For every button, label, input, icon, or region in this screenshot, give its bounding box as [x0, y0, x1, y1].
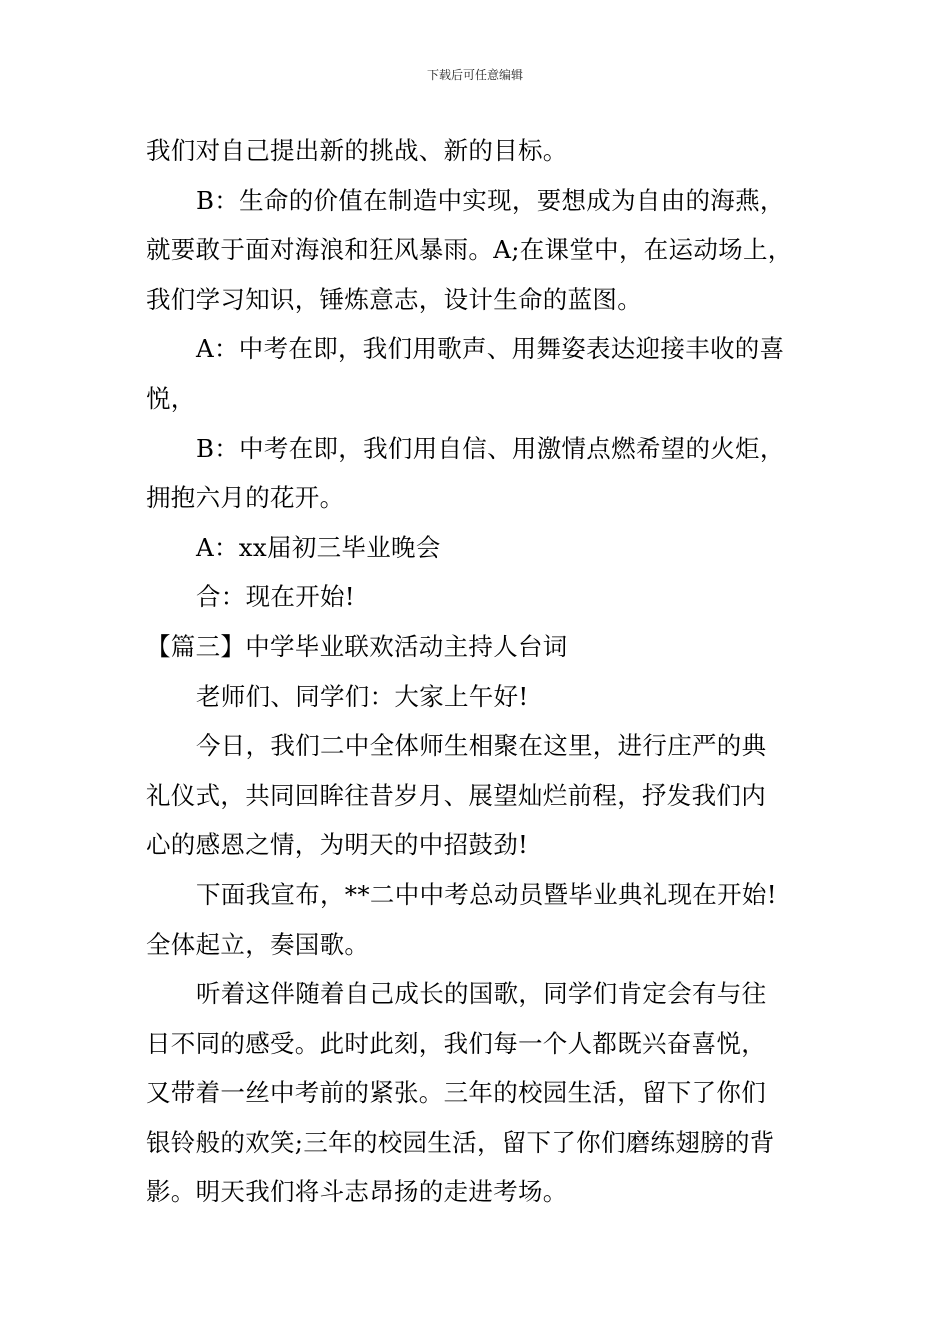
- text-line: 听着这伴随着自己成长的国歌，同学们肯定会有与往: [196, 979, 767, 1009]
- text-line: 老师们、同学们：大家上午好!: [196, 681, 529, 711]
- text-line: A：中考在即，我们用歌声、用舞姿表达迎接丰收的喜: [196, 334, 785, 364]
- text-line: 悦，: [146, 383, 196, 413]
- text-line: 合：现在开始!: [196, 582, 355, 612]
- text-line: 我们学习知识，锤炼意志，设计生命的蓝图。: [146, 284, 642, 314]
- section-heading: 【篇三】中学毕业联欢活动主持人台词: [146, 631, 568, 661]
- text-line: 日不同的感受。此时此刻，我们每一个人都既兴奋喜悦，: [146, 1028, 766, 1058]
- text-line: B：中考在即，我们用自信、用激情点燃希望的火炬，: [196, 433, 785, 463]
- document-body: [146, 126, 826, 1217]
- text-line: 我们对自己提出新的挑战、新的目标。: [146, 136, 568, 165]
- text-line: 心的感恩之情，为明天的中招鼓劲!: [146, 830, 529, 860]
- text-line: 礼仪式，共同回眸往昔岁月、展望灿烂前程，抒发我们内: [146, 780, 766, 810]
- text-line: 今日，我们二中全体师生相聚在这里，进行庄严的典: [196, 731, 767, 761]
- text-line: 就要敢于面对海浪和狂风暴雨。A;在课堂中，在运动场上，: [146, 235, 793, 265]
- text-line: A：xx届初三毕业晚会: [196, 532, 441, 562]
- text-line: 银铃般的欢笑;三年的校园生活，留下了你们磨练翅膀的背: [146, 1127, 775, 1157]
- text-line: 影。明天我们将斗志昂扬的走进考场。: [146, 1177, 568, 1207]
- text-line: 又带着一丝中考前的紧张。三年的校园生活，留下了你们: [146, 1078, 766, 1108]
- text-line: 全体起立，奏国歌。: [146, 929, 370, 959]
- text-line: 下面我宣布，**二中中考总动员暨毕业典礼现在开始!: [196, 879, 777, 909]
- text-line: B：生命的价值在制造中实现，要想成为自由的海燕，: [196, 185, 785, 215]
- page-header: 下载后可任意编辑: [426, 68, 523, 82]
- text-line: 拥抱六月的花开。: [146, 483, 345, 513]
